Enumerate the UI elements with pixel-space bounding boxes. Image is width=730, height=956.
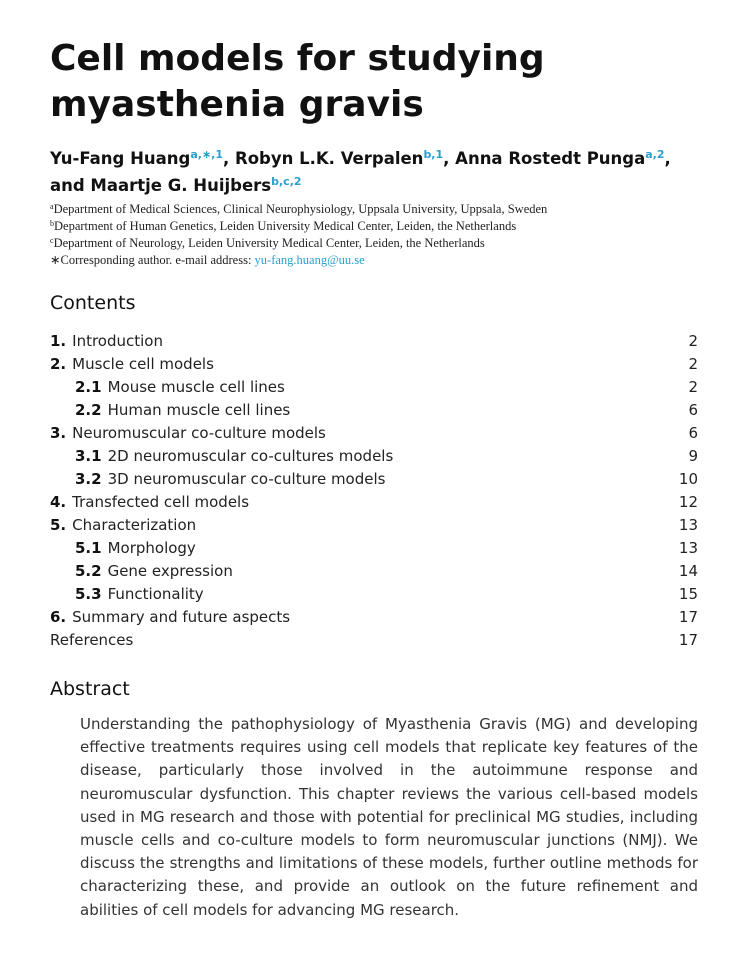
toc-entry[interactable] [50,491,698,514]
toc-entry[interactable] [50,353,698,376]
table-of-contents [50,330,698,652]
toc-entry[interactable] [50,422,698,445]
toc-page-number: 17 [678,631,698,649]
author-list [50,145,710,199]
toc-page-number: 2 [688,378,698,396]
toc-page-number: 6 [688,401,698,419]
toc-entry[interactable] [50,537,698,560]
toc-entry[interactable] [50,560,698,583]
toc-entry[interactable] [50,629,698,652]
toc-section-number: 2.1 [75,378,102,396]
toc-page-number: 2 [688,355,698,373]
toc-section-title: Gene expression [107,562,233,580]
abstract-text: Understanding the pathophysiology of Myasthenia Gravis (MG) and developing effective treatments requires using cell models that replicate key features of the disease, particularly those involved in the autoimmune response and neuromuscular dysfunction. This chapter reviews the various cell-based models used in MG research and those with potential for preclinical MG studies, including muscle cells and co-culture models to form neuromuscular junctions (NMJ). We discuss the strengths and limitations of these models, further outline methods for characterizing these, and provide an outlook on the future refinement and abilities of cell models for advancing MG research. [80,715,698,919]
author-affiliation-marks[interactable]: b,1 [423,148,444,161]
toc-section-title: Neuromuscular co-culture models [72,424,326,442]
toc-section-title: Introduction [72,332,163,350]
toc-section-title: Summary and future aspects [72,608,291,626]
toc-entry[interactable] [50,445,698,468]
toc-entry[interactable] [50,468,698,491]
toc-section-number: 3.2 [75,470,102,488]
author: Robyn L.K. Verpalen$^{b,1}$, [235,148,456,168]
toc-section-number: 4. [50,493,67,511]
toc-section-number: 5. [50,516,67,534]
email-link[interactable]: yu-fang.huang@uu.se [254,253,365,267]
toc-page-number: 14 [678,562,698,580]
author: Yu-Fang Huang$^{a,∗,1}$, [50,148,236,168]
toc-entry[interactable] [50,376,698,399]
toc-section-title: Characterization [72,516,197,534]
toc-entry[interactable] [50,330,698,353]
author: Anna Rostedt Punga$^{a,2}$, [455,148,671,168]
affiliations [50,201,710,269]
affiliation: $^a$Department of Medical Sciences, Clinical Neurophysiology, Uppsala University, Uppsala, Sweden [50,202,548,216]
corresponding-author: ∗Corresponding author. e-mail address: yu-fang.huang@uu.se [50,253,365,267]
toc-entry[interactable] [50,399,698,422]
toc-section-number: 6. [50,608,67,626]
toc-entry[interactable] [50,606,698,629]
toc-section-title: Functionality [107,585,204,603]
toc-page-number: 12 [678,493,698,511]
toc-page-number: 15 [678,585,698,603]
toc-section-title: Human muscle cell lines [107,401,291,419]
toc-entry[interactable] [50,514,698,537]
toc-section-title: 3D neuromuscular co-culture models [107,470,386,488]
toc-page-number: 9 [688,447,698,465]
article-title: Cell models for studying myasthenia gravis [50,38,545,125]
toc-page-number: 2 [688,332,698,350]
toc-section-number: 5.3 [75,585,102,603]
abstract-heading: Abstract [50,678,130,700]
toc-section-title: Muscle cell models [72,355,214,373]
toc-page-number: 13 [678,539,698,557]
toc-section-title: References [50,631,134,649]
toc-page-number: 17 [678,608,698,626]
affiliation: $^c$Department of Neurology, Leiden University Medical Center, Leiden, the Netherlands [50,236,485,250]
toc-section-number: 5.1 [75,539,102,557]
toc-page-number: 6 [688,424,698,442]
toc-section-number: 1. [50,332,67,350]
toc-section-number: 3. [50,424,67,442]
toc-section-number: 2.2 [75,401,102,419]
author-affiliation-marks[interactable]: b,c,2 [271,175,302,188]
toc-page-number: 13 [678,516,698,534]
toc-section-title: Transfected cell models [72,493,250,511]
toc-entry[interactable] [50,583,698,606]
author: and Maartje G. Huijbers$^{b,c,2}$ [50,175,302,195]
toc-section-title: 2D neuromuscular co-cultures models [107,447,394,465]
contents-heading: Contents [50,292,136,314]
toc-section-title: Morphology [107,539,196,557]
author-affiliation-marks[interactable]: a,∗,1 [190,148,223,161]
toc-section-number: 5.2 [75,562,102,580]
author-affiliation-marks[interactable]: a,2 [645,148,665,161]
toc-section-number: 3.1 [75,447,102,465]
affiliation: $^b$Department of Human Genetics, Leiden University Medical Center, Leiden, the Netherlands [50,219,517,233]
toc-section-title: Mouse muscle cell lines [107,378,285,396]
toc-page-number: 10 [678,470,698,488]
toc-section-number: 2. [50,355,67,373]
